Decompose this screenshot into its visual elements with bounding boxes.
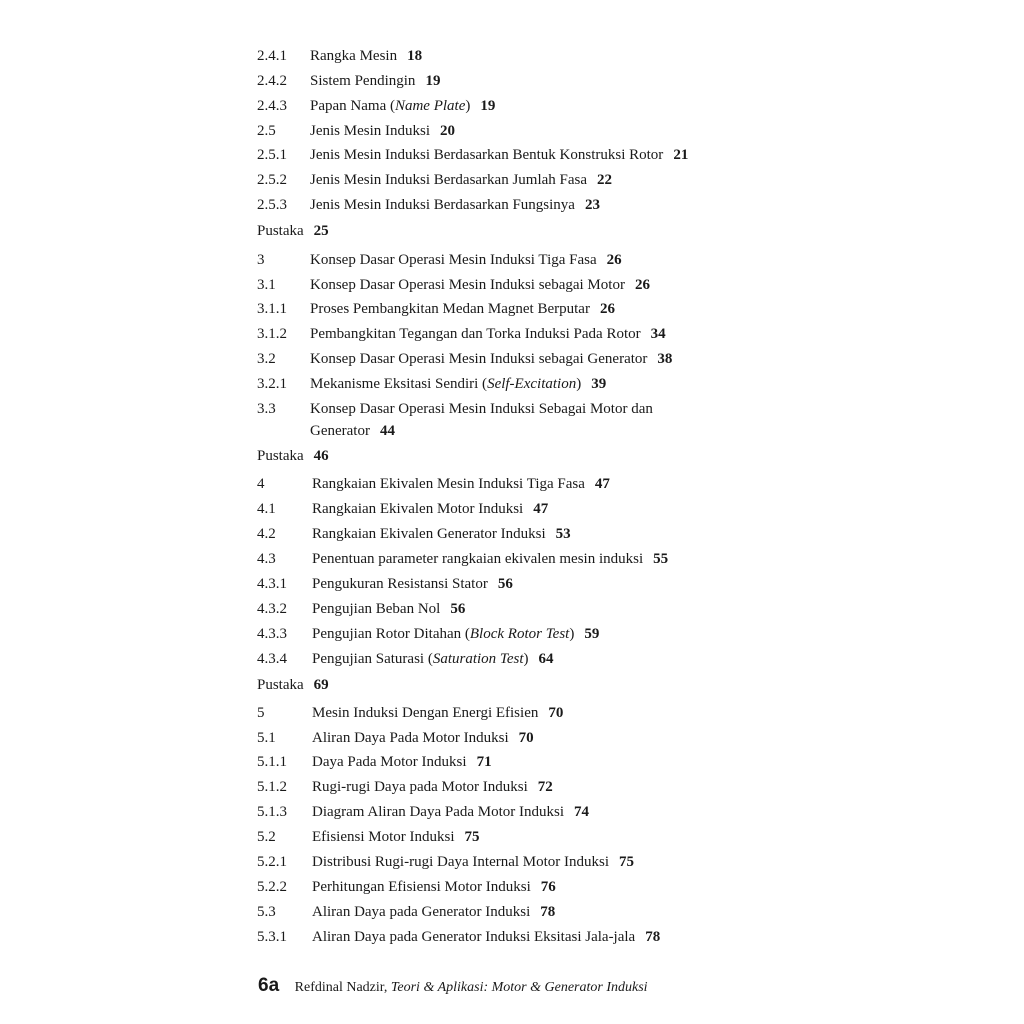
toc-section-number: 4.3.3 — [257, 626, 287, 642]
toc-title-italic: Saturation Test — [432, 651, 524, 667]
toc-section-title — [312, 801, 589, 823]
toc-section-title — [310, 249, 622, 271]
toc-page-number: 69 — [313, 677, 329, 693]
toc-section-title — [310, 323, 666, 345]
toc-pustaka-label: Pustaka — [257, 677, 304, 693]
toc-page-number: 56 — [450, 601, 466, 617]
toc-title-text: Konsep Dasar Operasi Mesin Induksi sebagai Motor — [310, 277, 625, 293]
toc-section-title — [310, 144, 688, 166]
toc-section-title — [312, 498, 548, 520]
toc-title-text: Distribusi Rugi-rugi Daya Internal Motor Induksi — [312, 854, 610, 870]
toc-page-number: 21 — [673, 147, 689, 163]
toc-page-number: 55 — [653, 551, 669, 567]
toc-page-number: 76 — [540, 879, 556, 895]
toc-page-number: 26 — [634, 277, 650, 293]
toc-section-number: 2.4.1 — [257, 48, 287, 64]
toc-section-number: 2.5 — [257, 123, 276, 139]
toc-title-text: Diagram Aliran Daya Pada Motor Induksi — [312, 804, 565, 820]
toc-page-number: 38 — [657, 351, 673, 367]
toc-page-number: 20 — [440, 123, 455, 139]
toc-page-number: 23 — [584, 197, 600, 213]
toc-section-title — [312, 473, 610, 495]
toc-page-number: 75 — [464, 829, 480, 845]
toc-title-text: ) — [576, 376, 582, 392]
toc-section-number: 5.1.3 — [257, 804, 287, 820]
toc-title-text: Efisiensi Motor Induksi — [312, 829, 455, 845]
toc-section-title — [312, 623, 599, 645]
toc-section-title-continued — [310, 420, 395, 442]
toc-page-number: 70 — [548, 705, 564, 721]
toc-section-title — [312, 876, 556, 898]
toc-page-number: 74 — [574, 804, 590, 820]
toc-section-title — [310, 348, 672, 370]
toc-title-text: Jenis Mesin Induksi Berdasarkan Jumlah Fasa — [310, 172, 588, 188]
toc-title-text: ) — [465, 98, 471, 114]
toc-section-title — [312, 598, 465, 620]
toc-title-text: Pengukuran Resistansi Stator — [312, 576, 488, 592]
toc-title-text: ) — [523, 651, 529, 667]
toc-page-number: 19 — [480, 98, 496, 114]
toc-page-number: 39 — [591, 376, 607, 392]
toc-page-number: 18 — [407, 48, 423, 64]
toc-title-italic: Name Plate — [394, 98, 466, 114]
toc-section-number: 5.2.2 — [257, 879, 287, 895]
toc-section-title — [310, 169, 612, 191]
toc-page-number: 47 — [594, 476, 610, 492]
toc-section-title — [310, 298, 615, 320]
toc-title-italic: Block Rotor Test — [469, 626, 570, 642]
toc-page-number: 47 — [533, 501, 549, 517]
toc-section-number: 3.3 — [257, 401, 276, 417]
page-number: 6a — [258, 975, 280, 996]
toc-section-title — [312, 548, 668, 570]
toc-section-number: 2.5.1 — [257, 147, 287, 163]
footer-book-title: Teori & Aplikasi: Motor & Generator Induksi — [390, 980, 648, 995]
toc-section-number: 4.3.4 — [257, 651, 287, 667]
toc-page-number: 44 — [379, 423, 395, 439]
toc-page-number: 53 — [555, 526, 571, 542]
toc-page-number: 34 — [650, 326, 666, 342]
toc-page-number: 26 — [606, 252, 622, 268]
toc-section-number: 4.3.2 — [257, 601, 287, 617]
toc-section-number: 2.4.2 — [257, 73, 287, 89]
toc-section-title — [310, 70, 440, 92]
toc-title-text: Daya Pada Motor Induksi — [312, 754, 467, 770]
toc-section-number: 5.1.1 — [257, 754, 287, 770]
toc-section-number: 4.2 — [257, 526, 276, 542]
toc-page-number: 46 — [313, 448, 329, 464]
toc-section-title — [312, 523, 571, 545]
toc-title-text: Rangkaian Ekivalen Mesin Induksi Tiga Fasa — [312, 476, 585, 492]
toc-page-number: 64 — [538, 651, 554, 667]
toc-title-text: Mekanisme Eksitasi Sendiri ( — [310, 376, 488, 392]
toc-section-title — [310, 45, 422, 67]
toc-title-text: Aliran Daya Pada Motor Induksi — [312, 730, 509, 746]
toc-section-number: 5.2 — [257, 829, 276, 845]
toc-section-title — [310, 194, 600, 216]
toc-section-number: 5 — [257, 705, 265, 721]
toc-title-text: Sistem Pendingin — [310, 73, 416, 89]
toc-page-number: 26 — [599, 301, 615, 317]
toc-page-number: 71 — [476, 754, 492, 770]
toc-section-title — [312, 727, 534, 749]
toc-pustaka-label: Pustaka — [257, 448, 304, 464]
toc-title-text: Generator — [310, 423, 370, 439]
toc-page-number: 75 — [619, 854, 635, 870]
toc-section-title — [312, 826, 480, 848]
toc-page-number: 22 — [597, 172, 613, 188]
toc-title-text: Jenis Mesin Induksi — [310, 123, 430, 139]
toc-title-text: Rugi-rugi Daya pada Motor Induksi — [312, 779, 528, 795]
toc-title-text: Pengujian Saturasi ( — [312, 651, 433, 667]
toc-section-number: 5.2.1 — [257, 854, 287, 870]
toc-title-text: ) — [569, 626, 575, 642]
toc-section-number: 2.5.2 — [257, 172, 287, 188]
toc-section-number: 3 — [257, 252, 265, 268]
toc-section-title — [312, 702, 563, 724]
toc-title-text: Mesin Induksi Dengan Energi Efisien — [312, 705, 539, 721]
toc-section-number: 5.1 — [257, 730, 276, 746]
toc-section-title — [310, 120, 455, 142]
toc-page-number: 56 — [497, 576, 513, 592]
toc-title-text: Aliran Daya pada Generator Induksi Eksitasi Jala-jala — [312, 929, 636, 945]
toc-section-title — [310, 373, 606, 395]
toc-title-text: Rangka Mesin — [310, 48, 398, 64]
toc-title-text: Konsep Dasar Operasi Mesin Induksi sebagai Generator — [310, 351, 648, 367]
toc-section-title — [310, 274, 650, 296]
toc-section-title — [312, 926, 660, 948]
toc-page-number: 72 — [537, 779, 553, 795]
toc-section-title — [312, 648, 554, 670]
toc-section-number: 4.1 — [257, 501, 276, 517]
toc-title-text: Pembangkitan Tegangan dan Torka Induksi Pada Rotor — [310, 326, 641, 342]
toc-title-text: Aliran Daya pada Generator Induksi — [312, 904, 531, 920]
toc-title-text: Jenis Mesin Induksi Berdasarkan Bentuk Konstruksi Rotor — [310, 147, 664, 163]
toc-title-text: Proses Pembangkitan Medan Magnet Berputar — [310, 301, 590, 317]
toc-page-number: 19 — [425, 73, 441, 89]
toc-section-title — [312, 573, 513, 595]
toc-page-number: 78 — [645, 929, 661, 945]
toc-section-number: 3.1.1 — [257, 301, 287, 317]
toc-title-text: Penentuan parameter rangkaian ekivalen mesin induksi — [312, 551, 644, 567]
toc-section-number: 3.1.2 — [257, 326, 287, 342]
toc-section-title — [310, 398, 653, 420]
toc-title-text: Rangkaian Ekivalen Generator Induksi — [312, 526, 546, 542]
toc-section-title — [312, 751, 492, 773]
footer-author: Refdinal Nadzir, — [294, 980, 388, 995]
toc-title-text: Konsep Dasar Operasi Mesin Induksi Sebagai Motor dan — [310, 401, 653, 417]
toc-section-title — [310, 95, 495, 117]
toc-section-number: 2.4.3 — [257, 98, 287, 114]
toc-section-number: 4.3 — [257, 551, 276, 567]
toc-section-number: 5.1.2 — [257, 779, 287, 795]
toc-section-number: 2.5.3 — [257, 197, 287, 213]
toc-pustaka-row — [257, 674, 329, 696]
toc-pustaka-row — [257, 445, 329, 467]
toc-section-number: 3.1 — [257, 277, 276, 293]
toc-section-title — [312, 901, 555, 923]
toc-section-number: 3.2 — [257, 351, 276, 367]
toc-title-text: Papan Nama ( — [310, 98, 395, 114]
toc-section-number: 4 — [257, 476, 265, 492]
toc-section-number: 4.3.1 — [257, 576, 287, 592]
toc-pustaka-row — [257, 220, 329, 242]
toc-page-number: 70 — [518, 730, 534, 746]
toc-title-text: Jenis Mesin Induksi Berdasarkan Fungsinya — [310, 197, 575, 213]
toc-page-number: 78 — [540, 904, 556, 920]
toc-title-text: Rangkaian Ekivalen Motor Induksi — [312, 501, 524, 517]
toc-title-text: Pengujian Beban Nol — [312, 601, 441, 617]
toc-title-text: Konsep Dasar Operasi Mesin Induksi Tiga Fasa — [310, 252, 597, 268]
toc-page-number: 59 — [584, 626, 600, 642]
toc-title-text: Perhitungan Efisiensi Motor Induksi — [312, 879, 531, 895]
toc-section-title — [312, 776, 553, 798]
toc-title-text: Pengujian Rotor Ditahan ( — [312, 626, 470, 642]
toc-title-italic: Self-Excitation — [487, 376, 577, 392]
page-footer — [258, 975, 648, 997]
toc-section-title — [312, 851, 634, 873]
toc-section-number: 5.3.1 — [257, 929, 287, 945]
toc-section-number: 5.3 — [257, 904, 276, 920]
toc-section-number: 3.2.1 — [257, 376, 287, 392]
toc-page-number: 25 — [313, 223, 329, 239]
toc-pustaka-label: Pustaka — [257, 223, 304, 239]
